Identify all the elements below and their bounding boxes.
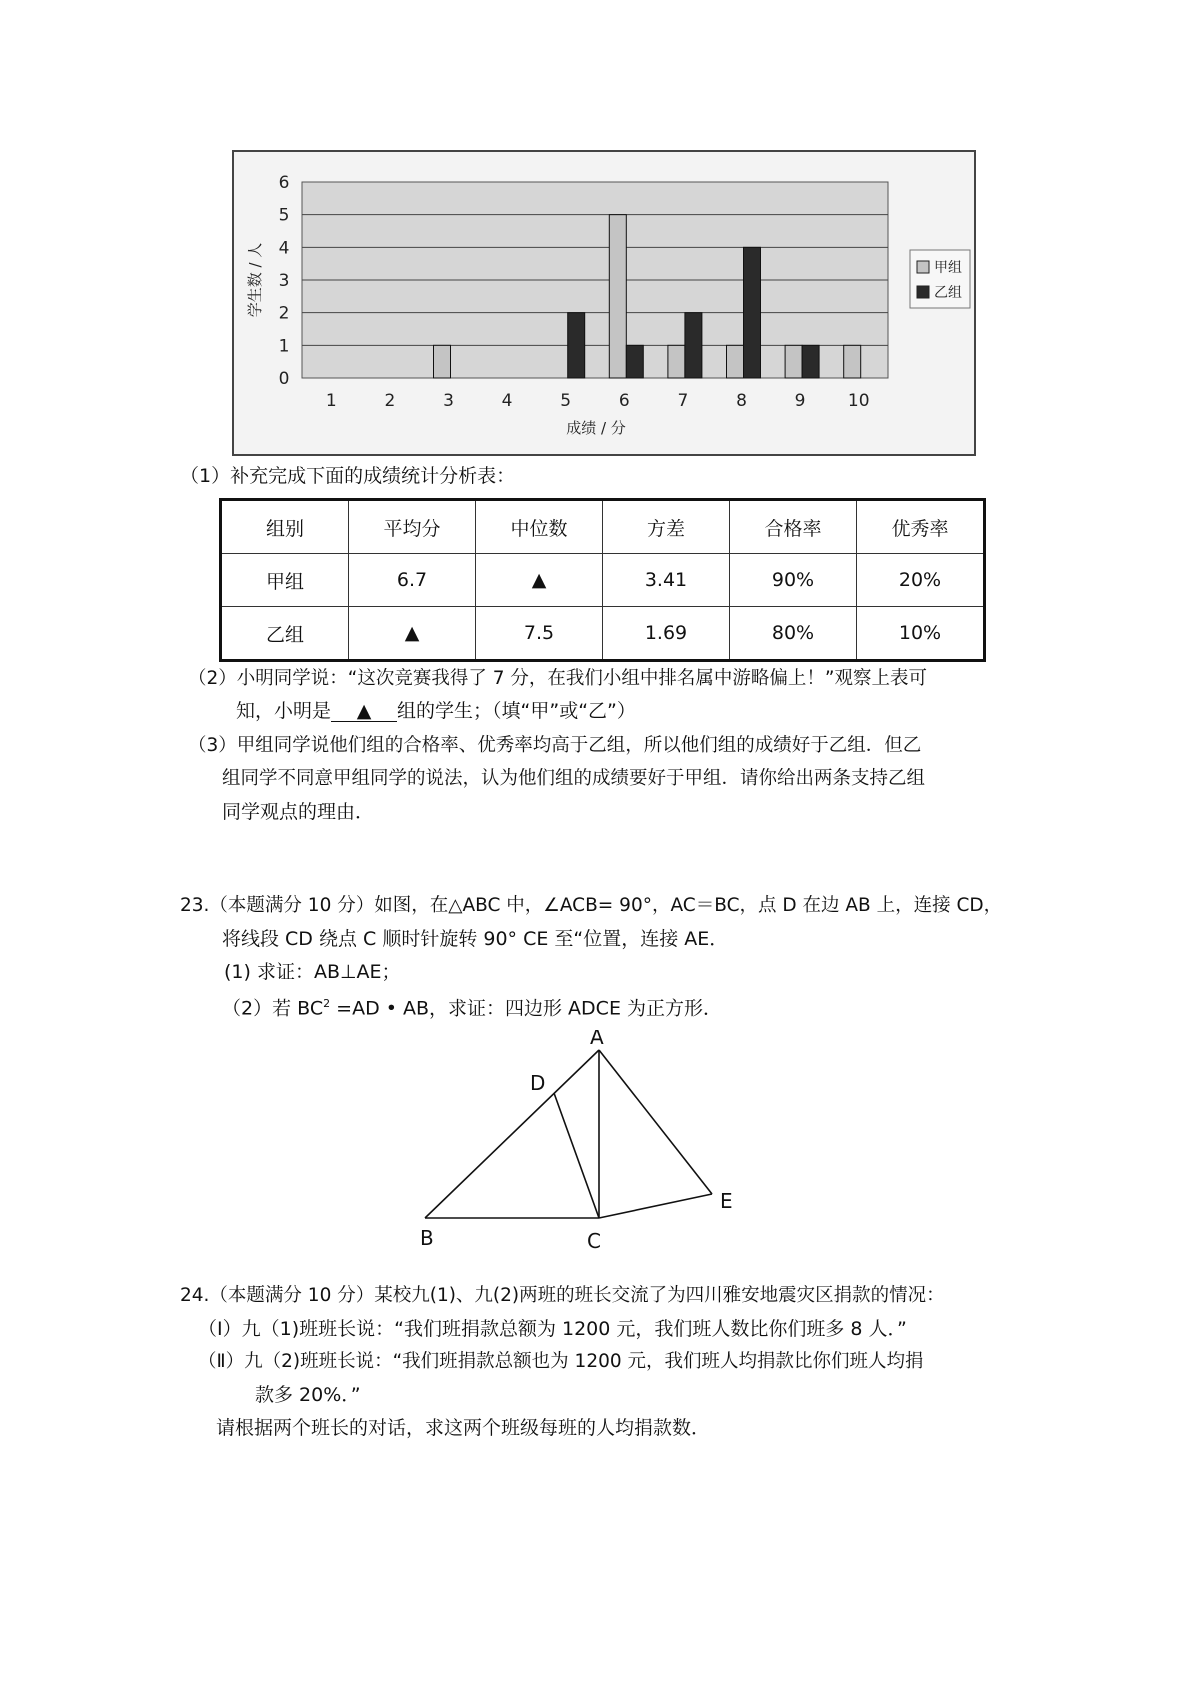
bar-yi-9 <box>802 345 819 378</box>
y-tick-label: 1 <box>278 336 290 357</box>
label-c: C <box>587 1229 601 1253</box>
y-tick-label: 4 <box>278 238 290 259</box>
bar-jia-8 <box>727 345 744 378</box>
table-cell: 80% <box>730 607 857 661</box>
x-tick-label: 9 <box>794 391 806 411</box>
x-tick-label: 8 <box>736 391 747 411</box>
table-header: 组别 <box>221 500 349 554</box>
table-cell: 6.7 <box>349 554 476 607</box>
q22-part1: （1）补充完成下面的成绩统计分析表： <box>180 465 516 487</box>
q22-part2-line1: （2）小明同学说：“这次竞赛我得了 7 分，在我们小组中排名属中游略偏上！”观察上表可 <box>188 668 927 689</box>
table-header: 平均分 <box>349 500 476 554</box>
y-tick-label: 2 <box>278 303 290 324</box>
q23-sub2 <box>222 998 722 1018</box>
x-tick-label: 6 <box>618 391 630 411</box>
segment-ce <box>599 1194 712 1218</box>
segment-dc <box>554 1093 599 1218</box>
bar-yi-8 <box>744 247 761 378</box>
table-header: 方差 <box>603 500 730 554</box>
table-header: 中位数 <box>476 500 603 554</box>
q23-line1: 23.（本题满分 10 分）如图，在△ABC 中，∠ACB= 90°，AC＝BC，点 D 在边 AB 上，连接 CD， <box>180 895 1003 916</box>
y-tick-label: 3 <box>278 271 290 291</box>
table-row <box>221 554 985 607</box>
segment-ae <box>599 1050 712 1194</box>
bar-jia-7 <box>668 345 685 378</box>
legend <box>910 250 970 308</box>
q24-line5: 请根据两个班长的对话，求这两个班级每班的人均捐款数． <box>216 1417 711 1439</box>
q22-part2-text-b: 组的学生；（填“甲”或“乙”） <box>397 700 636 722</box>
legend-swatch-yi <box>917 286 929 298</box>
y-tick-label: 5 <box>278 205 290 226</box>
legend-swatch-jia <box>917 261 929 273</box>
label-b: B <box>420 1226 434 1250</box>
bar-yi-6 <box>626 345 643 378</box>
y-tick-label: 6 <box>278 173 290 193</box>
table-cell: 10% <box>857 607 985 661</box>
q22-part3-line3: 同学观点的理由． <box>222 801 375 823</box>
q24-line2: （Ⅰ）九（1)班班长说：“我们班捐款总额为 1200 元，我们班人数比你们班多 8 人．” <box>198 1318 907 1340</box>
table-cell: 乙组 <box>221 607 349 661</box>
q22-part3-line1: （3）甲组同学说他们组的合格率、优秀率均高于乙组，所以他们组的成绩好于乙组．但乙 <box>188 735 922 756</box>
q22-part2-text-a: 知，小明是 <box>236 700 332 722</box>
table-cell: 1.69 <box>603 607 730 661</box>
x-tick-label: 5 <box>560 391 572 411</box>
label-a: A <box>590 1030 604 1049</box>
bar-jia-3 <box>434 345 451 378</box>
bar-jia-10 <box>844 345 861 378</box>
q23-sub1: (1) 求证：AB⊥AE； <box>224 961 401 983</box>
stats-table <box>219 498 986 662</box>
bar-jia-9 <box>785 345 802 378</box>
superscript: 2 <box>323 997 331 1010</box>
table-cell: 3.41 <box>603 554 730 607</box>
x-axis-label: 成绩 / 分 <box>566 419 626 437</box>
geometry-figure <box>400 1030 760 1275</box>
table-cell: ▲ <box>476 554 603 607</box>
legend-label-jia: 甲组 <box>934 260 962 276</box>
table-cell: 90% <box>730 554 857 607</box>
q24-line3: （Ⅱ）九（2)班班长说：“我们班捐款总额也为 1200 元，我们班人均捐款比你们班人均捐 <box>198 1351 924 1372</box>
y-axis-label: 学生数 / 人 <box>246 242 264 318</box>
q23-line2: 将线段 CD 绕点 C 顺时针旋转 90° CE 至“位置，连接 AE． <box>222 928 729 950</box>
answer-blank: ▲ <box>331 702 397 722</box>
x-tick-label: 7 <box>677 391 689 411</box>
x-tick-label: 10 <box>847 391 870 411</box>
table-header-row <box>221 500 985 554</box>
q24-line1: 24.（本题满分 10 分）某校九(1)、九(2)两班的班长交流了为四川雅安地震灾区捐款的情况： <box>180 1285 945 1306</box>
table-cell: 甲组 <box>221 554 349 607</box>
q22-part2-line2 <box>236 702 636 722</box>
x-tick-label: 3 <box>443 391 454 411</box>
q23-sub2-a: （2）若 BC <box>222 997 324 1020</box>
x-tick-label: 4 <box>501 391 513 411</box>
table-header: 合格率 <box>730 500 857 554</box>
q23-sub2-b: =AD • AB，求证：四边形 ADCE 为正方形． <box>330 997 722 1020</box>
table-cell: ▲ <box>349 607 476 661</box>
bar-jia-6 <box>609 215 626 378</box>
bar-yi-5 <box>568 313 585 378</box>
table-row <box>221 607 985 661</box>
legend-label-yi: 乙组 <box>934 285 962 301</box>
table-header: 优秀率 <box>857 500 985 554</box>
table-cell: 7.5 <box>476 607 603 661</box>
q24-line4: 款多 20%．” <box>255 1384 361 1406</box>
label-d: D <box>530 1071 546 1095</box>
x-tick-label: 1 <box>325 391 337 411</box>
bar-yi-7 <box>685 313 702 378</box>
y-tick-label: 0 <box>278 369 290 389</box>
q22-part3-line2: 组同学不同意甲组同学的说法，认为他们组的成绩要好于甲组．请你给出两条支持乙组 <box>222 768 926 789</box>
table-cell: 20% <box>857 554 985 607</box>
label-e: E <box>720 1189 733 1213</box>
x-tick-label: 2 <box>384 391 396 411</box>
segment-ab <box>425 1050 599 1218</box>
score-bar-chart <box>232 150 976 456</box>
